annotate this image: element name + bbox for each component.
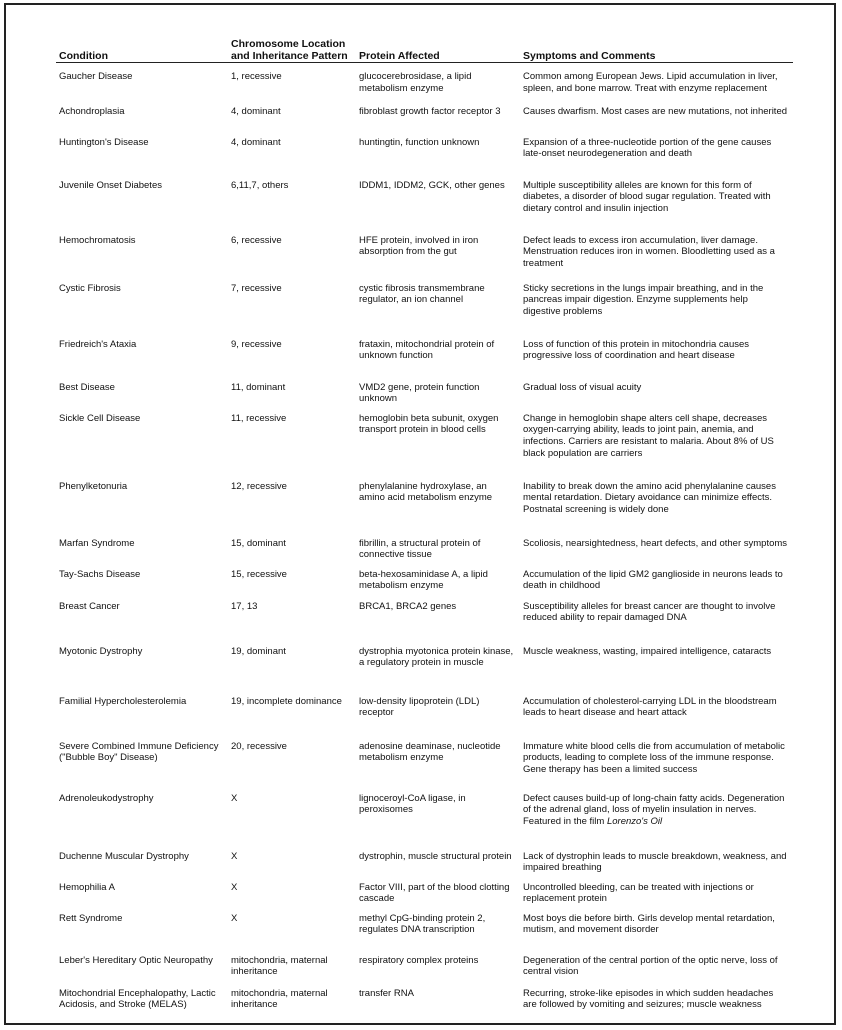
cell-chromosome [228,339,356,382]
cell-protein [356,137,520,180]
cell-protein-text: transfer RNA [359,987,414,999]
cell-symptoms-text: Accumulation of the lipid GM2 ganglioside in neurons leads to death in childhood [523,568,783,592]
cell-condition-text: Severe Combined Immune Deficiency ("Bubble Boy" Disease) [59,740,219,764]
cell-chromosome [228,235,356,283]
cell-symptoms-text: Multiple susceptibility alleles are known for this form of diabetes, a disorder of blood sugar regulation. Treated with dietary control and insulin injection [523,179,771,215]
cell-protein-text: dystrophia myotonica protein kinase, a regulatory protein in muscle [359,645,514,669]
cell-protein [356,569,520,601]
cell-protein [356,63,520,106]
cell-symptoms [520,955,793,988]
cell-symptoms-text: Accumulation of cholesterol-carrying LDL in the bloodstream leads to heart disease and heart attack [523,695,777,719]
cell-condition-text: Sickle Cell Disease [59,412,141,424]
table-row [56,180,793,235]
cell-chromosome [228,481,356,538]
cell-chromosome-text: 15, recessive [231,568,287,580]
cell-condition-text: Cystic Fibrosis [59,282,121,294]
cell-condition [56,851,228,882]
cell-symptoms-text: Loss of function of this protein in mitochondria causes progressive loss of coordination and heart disease [523,338,750,362]
cell-symptoms [520,601,793,646]
cell-protein-text: fibrillin, a structural protein of connective tissue [359,537,481,561]
cell-chromosome [228,63,356,106]
table-row [56,601,793,646]
cell-chromosome-text: mitochondria, maternal inheritance [231,954,328,978]
table-row [56,137,793,180]
cell-protein-text: low-density lipoprotein (LDL) receptor [359,695,480,719]
cell-condition [56,63,228,106]
cell-protein-text: HFE protein, involved in iron absorption from the gut [359,234,479,258]
cell-chromosome-text: 11, recessive [231,412,287,424]
table-row [56,741,793,793]
cell-symptoms-text: Recurring, stroke-like episodes in which sudden headaches are followed by vomiting and seizures; muscle weakness [523,987,774,1011]
cell-protein [356,913,520,955]
table-row [56,339,793,382]
cell-condition [56,137,228,180]
table-row [56,955,793,988]
table-row [56,382,793,413]
cell-condition-text: Duchenne Muscular Dystrophy [59,850,189,862]
cell-chromosome [228,646,356,696]
cell-condition-text: Leber's Hereditary Optic Neuropathy [59,954,213,966]
cell-symptoms [520,180,793,235]
cell-protein [356,180,520,235]
cell-symptoms [520,339,793,382]
table-row [56,538,793,569]
cell-protein-text: BRCA1, BRCA2 genes [359,600,457,612]
cell-symptoms [520,793,793,851]
cell-protein-text: huntingtin, function unknown [359,136,480,148]
cell-chromosome-text: 9, recessive [231,338,282,350]
cell-protein-text: IDDM1, IDDM2, GCK, other genes [359,179,505,191]
cell-protein [356,601,520,646]
cell-condition [56,283,228,339]
cell-condition [56,601,228,646]
cell-protein [356,955,520,988]
cell-chromosome-text: 1, recessive [231,71,282,82]
cell-condition-text: Breast Cancer [59,600,120,612]
cell-protein-text: methyl CpG-binding protein 2, regulates DNA transcription [359,912,486,936]
cell-chromosome-text: X [231,881,238,893]
table-header-row [56,8,793,63]
cell-protein-text: respiratory complex proteins [359,954,479,966]
cell-condition [56,339,228,382]
cell-condition [56,988,228,1026]
cell-condition-text: Hemochromatosis [59,234,136,246]
cell-condition-text: Friedreich's Ataxia [59,338,137,350]
cell-symptoms-text: Lack of dystrophin leads to muscle breakdown, weakness, and impaired breathing [523,850,787,874]
cell-chromosome-text: 6, recessive [231,234,282,246]
cell-symptoms-text: Immature white blood cells die from accumulation of metabolic products, leading to complete loss of the immune response. Gene therapy has been a limited success [523,740,785,776]
table-row [56,696,793,741]
cell-symptoms [520,696,793,741]
cell-protein [356,413,520,481]
cell-chromosome [228,851,356,882]
cell-protein-text: glucocerebrosidase, a lipid metabolism enzyme [359,71,472,94]
table-row [56,283,793,339]
cell-symptoms-text: Expansion of a three-nucleotide portion of the gene causes late-onset neurodegeneration and death [523,136,772,160]
cell-protein-text: dystrophin, muscle structural protein [359,850,512,862]
table-row [56,569,793,601]
cell-symptoms-text: Common among European Jews. Lipid accumulation in liver, spleen, and bone marrow. Treat with enzyme replacement [523,71,778,94]
cell-chromosome-text: X [231,912,238,924]
cell-protein [356,339,520,382]
cell-protein [356,106,520,137]
cell-condition-text: Juvenile Onset Diabetes [59,179,162,191]
cell-condition-text: Phenylketonuria [59,480,128,492]
cell-symptoms [520,882,793,913]
cell-condition [56,481,228,538]
cell-symptoms [520,913,793,955]
cell-chromosome [228,569,356,601]
cell-protein [356,538,520,569]
cell-protein [356,696,520,741]
cell-symptoms-text: Most boys die before birth. Girls develop mental retardation, mutism, and movement disorder [523,912,775,936]
table-row [56,882,793,913]
cell-symptoms [520,137,793,180]
cell-symptoms [520,382,793,413]
cell-condition-text: Myotonic Dystrophy [59,645,143,657]
cell-protein [356,882,520,913]
cell-condition-text: Marfan Syndrome [59,537,135,549]
cell-chromosome-text: 15, dominant [231,537,286,549]
table-row [56,63,793,106]
cell-protein [356,646,520,696]
cell-symptoms-text: Defect causes build-up of long-chain fatty acids. Degeneration of the adrenal gland, loss of myelin insulation in nerves. Featured in the film [523,792,785,828]
cell-condition [56,646,228,696]
cell-symptoms-text: Degeneration of the central portion of the optic nerve, loss of central vision [523,954,778,978]
cell-symptoms-text: Gradual loss of visual acuity [523,381,642,393]
cell-chromosome [228,180,356,235]
cell-condition-text: Rett Syndrome [59,912,123,924]
cell-symptoms [520,413,793,481]
cell-symptoms [520,851,793,882]
cell-protein [356,851,520,882]
cell-chromosome [228,601,356,646]
cell-condition-text: Adrenoleukodystrophy [59,792,154,804]
cell-symptoms [520,569,793,601]
cell-protein [356,741,520,793]
cell-chromosome-text: 17, 13 [231,600,258,612]
cell-protein-text: Factor VIII, part of the blood clotting cascade [359,881,510,905]
cell-chromosome [228,882,356,913]
genetic-disorders-table [56,8,793,1025]
cell-symptoms-text: Uncontrolled bleeding, can be treated with injections or replacement protein [523,881,754,905]
table-row [56,413,793,481]
cell-chromosome [228,913,356,955]
table-row [56,851,793,882]
cell-chromosome [228,382,356,413]
cell-condition [56,793,228,851]
cell-symptoms-text: Muscle weakness, wasting, impaired intelligence, cataracts [523,645,772,657]
cell-condition [56,538,228,569]
cell-chromosome-text: 4, dominant [231,105,281,117]
table-row [56,913,793,955]
cell-condition [56,569,228,601]
cell-protein [356,283,520,339]
cell-chromosome [228,988,356,1026]
cell-chromosome [228,955,356,988]
document-page [4,3,836,1025]
cell-symptoms [520,646,793,696]
cell-chromosome [228,413,356,481]
cell-chromosome-text: mitochondria, maternal inheritance [231,987,328,1011]
cell-chromosome [228,793,356,851]
table-row [56,106,793,137]
cell-condition-text: Huntington's Disease [59,136,149,148]
cell-condition [56,696,228,741]
cell-condition-text: Gaucher Disease [59,71,133,82]
cell-chromosome-text: 20, recessive [231,740,287,752]
cell-symptoms-italic-text: Lorenzo's Oil [606,816,663,828]
cell-protein-text: beta-hexosaminidase A, a lipid metabolism enzyme [359,568,488,592]
cell-protein-text: cystic fibrosis transmembrane regulator, an ion channel [359,282,485,306]
cell-condition [56,382,228,413]
cell-condition [56,741,228,793]
cell-symptoms-text: Susceptibility alleles for breast cancer are thought to involve reduced ability to repair damaged DNA [523,600,776,624]
cell-protein-text: phenylalanine hydroxylase, an amino acid metabolism enzyme [359,480,493,504]
cell-chromosome [228,538,356,569]
cell-condition-text: Hemophilia A [59,881,115,893]
cell-condition [56,180,228,235]
cell-protein-text: VMD2 gene, protein function unknown [359,381,480,405]
cell-symptoms [520,481,793,538]
cell-chromosome [228,696,356,741]
cell-protein [356,382,520,413]
table-row [56,235,793,283]
cell-symptoms [520,283,793,339]
cell-protein-text: frataxin, mitochondrial protein of unknown function [359,338,495,362]
cell-chromosome-text: X [231,850,238,862]
cell-chromosome [228,137,356,180]
header-protein: Protein Affected [356,8,520,63]
table-row [56,646,793,696]
cell-symptoms-text: Scoliosis, nearsightedness, heart defects, and other symptoms [523,537,788,549]
cell-protein-text: hemoglobin beta subunit, oxygen transport protein in blood cells [359,412,499,436]
header-symptoms: Symptoms and Comments [520,8,793,63]
cell-protein-text: fibroblast growth factor receptor 3 [359,105,501,117]
cell-chromosome-text: 7, recessive [231,282,282,294]
cell-symptoms-text: Sticky secretions in the lungs impair breathing, and in the pancreas impair digestion. Enzyme supplements help digestive problems [523,282,764,318]
header-condition: Condition [56,8,228,63]
cell-condition-text: Tay-Sachs Disease [59,568,141,580]
cell-condition-text: Mitochondrial Encephalopathy, Lactic Acidosis, and Stroke (MELAS) [59,987,216,1011]
header-chromosome: Chromosome Location and Inheritance Pattern [228,8,356,63]
cell-condition [56,955,228,988]
table-row [56,793,793,851]
cell-chromosome-text: 4, dominant [231,136,281,148]
cell-protein [356,793,520,851]
cell-protein [356,988,520,1026]
cell-condition [56,235,228,283]
cell-condition-text: Familial Hypercholesterolemia [59,695,187,707]
cell-chromosome-text: X [231,792,238,804]
cell-chromosome-text: 11, dominant [231,381,286,393]
cell-condition [56,106,228,137]
cell-condition [56,413,228,481]
cell-symptoms-text: Change in hemoglobin shape alters cell shape, decreases oxygen-carrying ability, leads to joint pain, anemia, and infections. Carriers are resistant to malaria. About 8% of US black population are carriers [523,412,774,459]
cell-protein [356,235,520,283]
cell-symptoms-text: Defect leads to excess iron accumulation, liver damage. Menstruation reduces iron in women. Bloodletting used as a treatment [523,234,775,270]
cell-condition-text: Achondroplasia [59,105,125,117]
cell-chromosome [228,106,356,137]
cell-protein-text: lignoceroyl-CoA ligase, in peroxisomes [359,792,466,816]
cell-chromosome [228,283,356,339]
cell-symptoms [520,538,793,569]
cell-symptoms-text: Inability to break down the amino acid phenylalanine causes mental retardation. Dietary avoidance can minimize effects. Postnatal screening is widely done [523,480,776,516]
cell-condition-text: Best Disease [59,381,115,393]
table-row [56,481,793,538]
cell-condition [56,882,228,913]
cell-protein [356,481,520,538]
table-row [56,988,793,1026]
cell-chromosome-text: 6,11,7, others [231,179,289,191]
cell-chromosome-text: 19, dominant [231,645,286,657]
cell-chromosome [228,741,356,793]
cell-symptoms [520,988,793,1026]
cell-symptoms [520,106,793,137]
cell-symptoms [520,235,793,283]
cell-condition [56,913,228,955]
cell-symptoms-text: Causes dwarfism. Most cases are new mutations, not inherited [523,105,788,117]
cell-chromosome-text: 12, recessive [231,480,287,492]
cell-symptoms [520,63,793,106]
cell-chromosome-text: 19, incomplete dominance [231,695,342,707]
cell-protein-text: adenosine deaminase, nucleotide metabolism enzyme [359,740,501,764]
cell-symptoms [520,741,793,793]
